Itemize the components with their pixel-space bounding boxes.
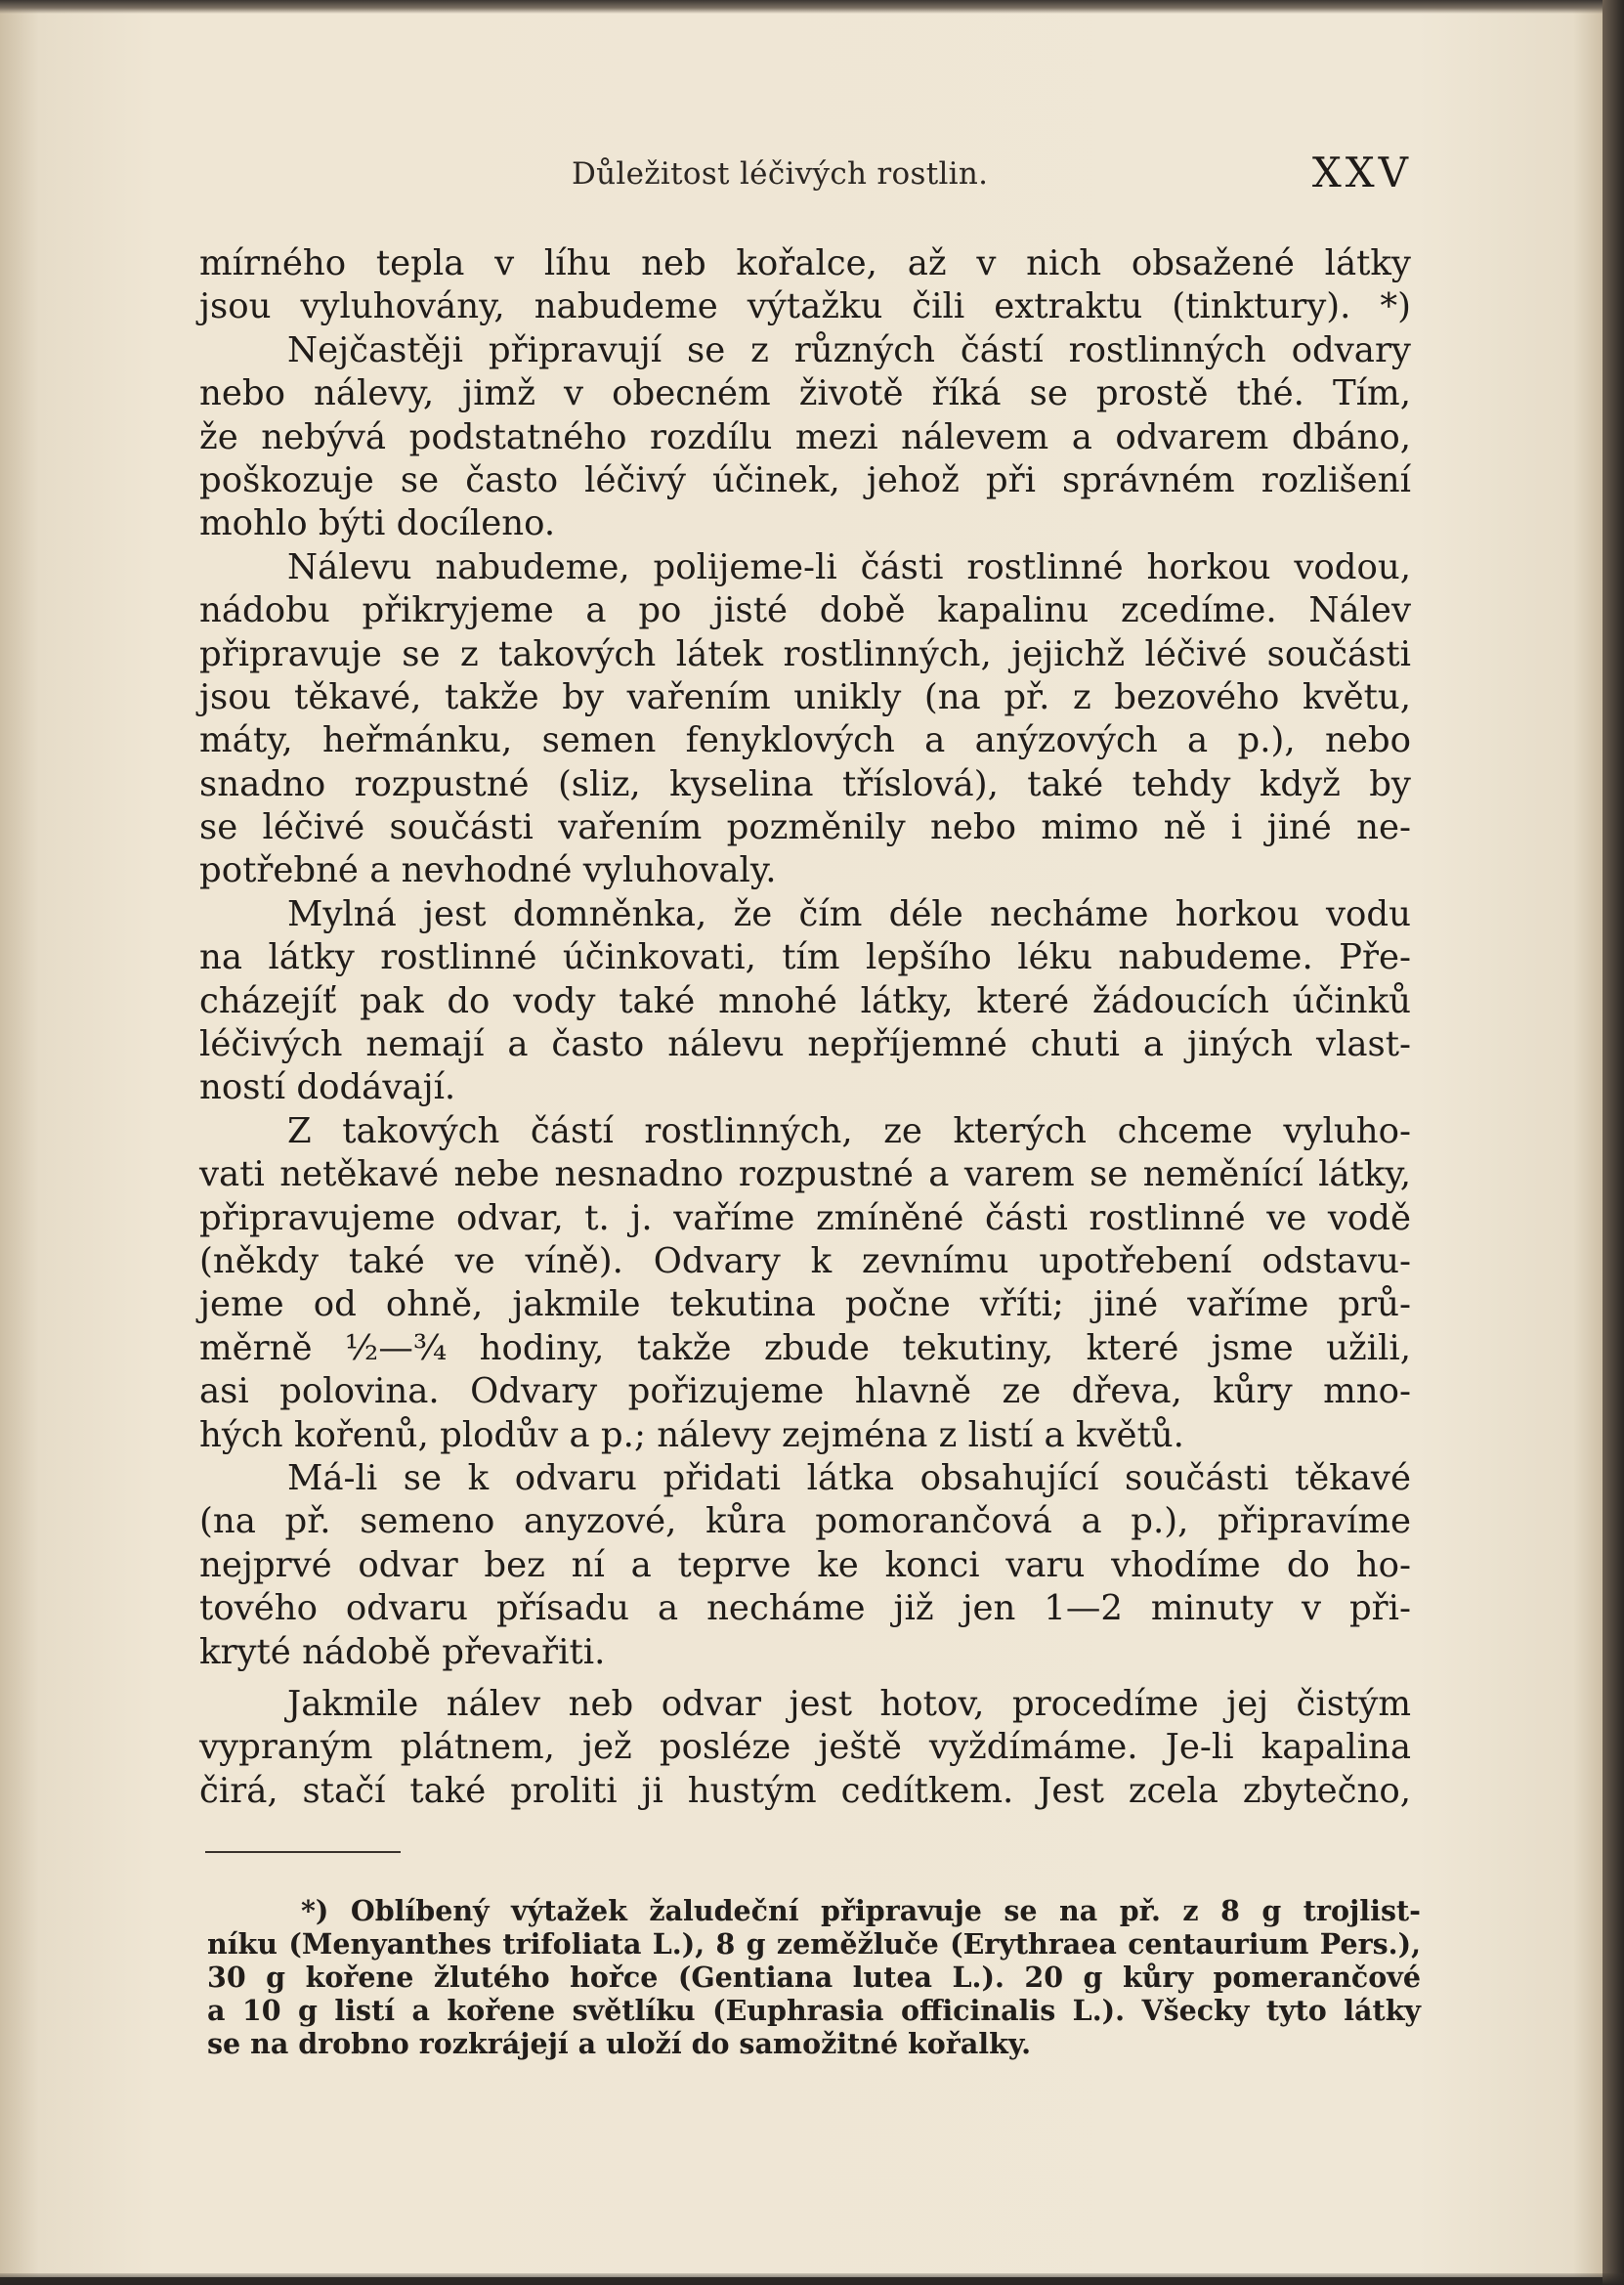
text-line: Nálevu nabudeme, polijeme-li části rostlinné horkou vodou, <box>287 546 1411 587</box>
text-line: připravujeme odvar, t. j. vaříme zmíněné části rostlinné ve vodě <box>199 1197 1411 1238</box>
text-line: Jakmile nálev neb odvar jest hotov, procedíme jej čistým <box>287 1683 1411 1724</box>
footnote <box>207 1894 1421 2060</box>
scan-top-edge <box>0 0 1603 14</box>
text-line: Má-li se k odvaru přidati látka obsahující součásti těkavé <box>287 1457 1411 1498</box>
text-line: (na př. semeno anyzové, kůra pomorančová a p.), připravíme <box>199 1501 1411 1542</box>
text-line: máty, heřmánku, semen fenyklových a anýzových a p.), nebo <box>199 720 1411 761</box>
text-line: Z takových částí rostlinných, ze kterých chceme vyluho- <box>287 1110 1411 1151</box>
footnote-line: *) Oblíbený výtažek žaludeční připravuje se na př. z 8 g trojlist- <box>301 1894 1421 1927</box>
text-line: jeme od ohně, jakmile tekutina počne vříti; jiné vaříme prů- <box>199 1284 1411 1325</box>
text-line: jsou těkavé, takže by vařením unikly (na př. z bezového květu, <box>199 676 1411 717</box>
text-line: měrně ½—¾ hodiny, takže zbude tekutiny, které jsme užili, <box>199 1327 1411 1368</box>
text-line: kryté nádobě převařiti. <box>199 1631 606 1672</box>
text-line: na látky rostlinné účinkovati, tím lepšího léku nabudeme. Pře- <box>199 937 1411 978</box>
footnote-line: a 10 g listí a kořene světlíku (Euphrasia officinalis L.). Všecky tyto látky <box>207 1994 1421 2027</box>
text-line: Mylná jest domněnka, že čím déle necháme horkou vodu <box>287 893 1411 934</box>
text-line: připravuje se z takových látek rostlinných, jejichž léčivé součásti <box>199 633 1411 674</box>
running-title: Důležitost léčivých rostlin. <box>572 156 989 192</box>
text-line: mírného tepla v líhu neb kořalce, až v nich obsažené látky <box>199 243 1411 283</box>
text-line: Nejčastěji připravují se z různých částí rostlinných odvary <box>287 329 1411 370</box>
text-line: se léčivé součásti vařením pozměnily nebo mimo ně i jiné ne- <box>199 807 1411 848</box>
text-line: asi polovina. Odvary pořizujeme hlavně ze dřeva, kůry mno- <box>199 1371 1411 1412</box>
text-line: že nebývá podstatného rozdílu mezi nálevem a odvarem dbáno, <box>199 416 1411 457</box>
page-number: XXV <box>1311 149 1412 196</box>
text-line: čirá, stačí také proliti ji hustým cedítkem. Jest zcela zbytečno, <box>199 1770 1411 1811</box>
text-line: ností dodávají. <box>199 1067 456 1108</box>
body-text <box>199 242 1411 1813</box>
footnote-line: se na drobno rozkrájejí a uloží do samožitné kořalky. <box>207 2027 1032 2060</box>
text-line: poškozuje se často léčivý účinek, jehož při správném rozlišení <box>199 459 1411 500</box>
scan-right-edge <box>1603 0 1624 2285</box>
text-line: potřebné a nevhodné vyluhovaly. <box>199 850 777 891</box>
text-line: tového odvaru přísadu a necháme již jen 1—2 minuty v při- <box>199 1588 1411 1629</box>
text-line: nebo nálevy, jimž v obecném životě říká se prostě thé. Tím, <box>199 373 1411 414</box>
text-line: nádobu přikryjeme a po jisté době kapalinu zcedíme. Nálev <box>199 590 1411 631</box>
text-line: mohlo býti docíleno. <box>199 503 556 544</box>
text-line: nejprvé odvar bez ní a teprve ke konci varu vhodíme do ho- <box>199 1544 1411 1585</box>
scan-bottom-edge <box>0 2273 1624 2285</box>
text-line: cházejíť pak do vody také mnohé látky, které žádoucích účinků <box>199 980 1411 1021</box>
footnote-line: 30 g kořene žlutého hořce (Gentiana lutea L.). 20 g kůry pomerančové <box>207 1961 1421 1994</box>
footnote-divider <box>205 1851 401 1853</box>
text-line: (někdy také ve víně). Odvary k zevnímu upotřebení odstavu- <box>199 1240 1411 1281</box>
text-line: snadno rozpustné (sliz, kyselina tříslová), také tehdy když by <box>199 763 1411 804</box>
page-header <box>200 149 1412 197</box>
text-line: jsou vyluhovány, nabudeme výtažku čili extraktu (tinktury). *) <box>199 286 1411 327</box>
text-line: vypraným plátnem, jež posléze ještě vyždímáme. Je-li kapalina <box>199 1727 1411 1768</box>
text-line: vati netěkavé nebe nesnadno rozpustné a varem se neměnící látky, <box>199 1154 1411 1195</box>
text-line: hých kořenů, plodův a p.; nálevy zejména z listí a květů. <box>199 1414 1184 1455</box>
footnote-line: níku (Menyanthes trifoliata L.), 8 g zeměžluče (Erythraea centaurium Pers.), <box>207 1927 1421 1961</box>
text-line: léčivých nemají a často nálevu nepříjemné chuti a jiných vlast- <box>199 1024 1411 1065</box>
